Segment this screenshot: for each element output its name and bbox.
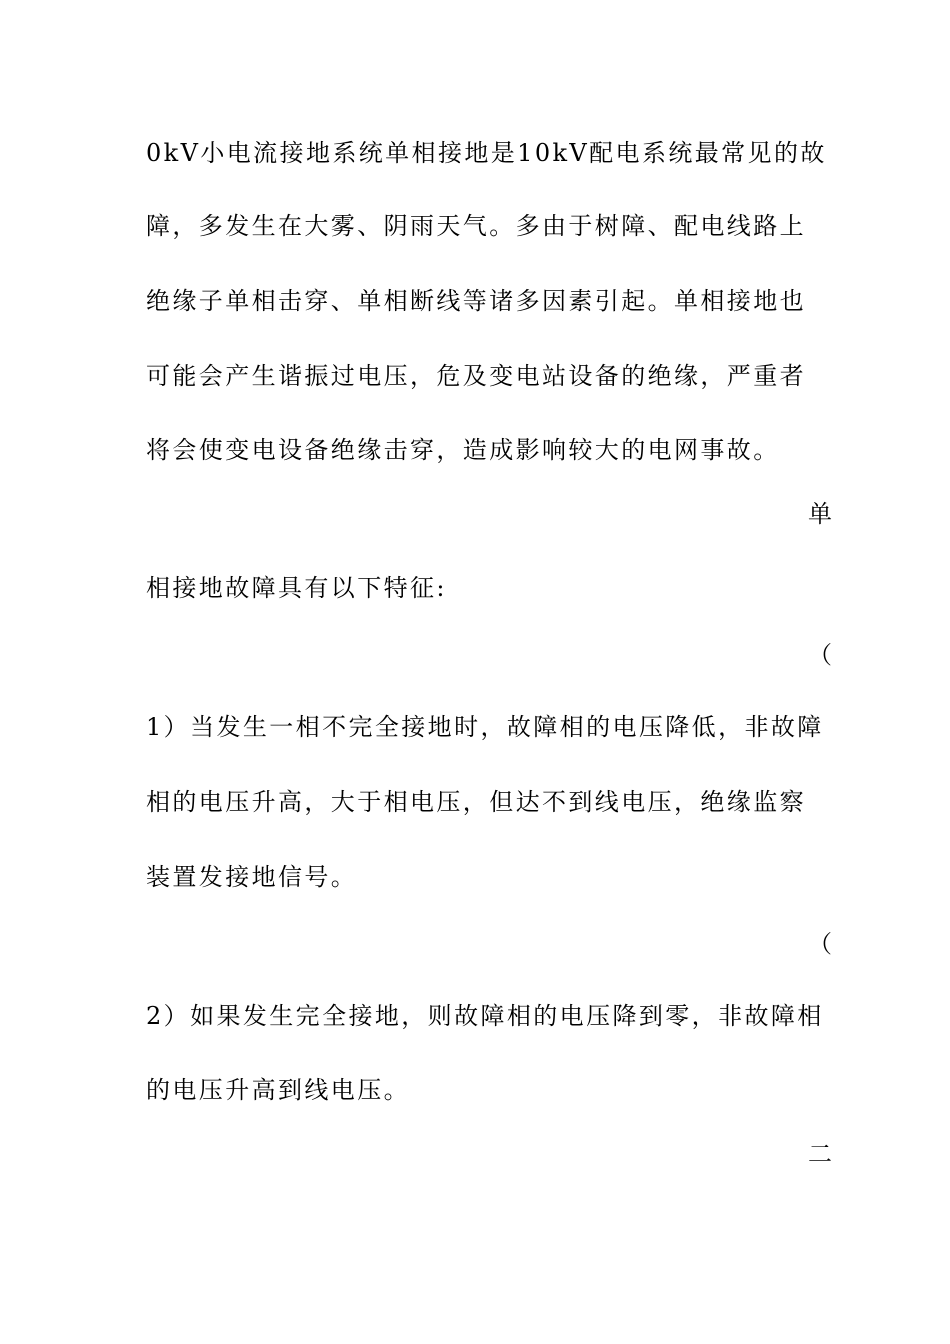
paragraph-line-5: 将会使变电设备绝缘击穿，造成影响较大的电网事故。 [146, 436, 780, 464]
paragraph-line-4: 可能会产生谐振过电压，危及变电站设备的绝缘，严重者 [146, 362, 806, 390]
right-margin-paren-1: （ [808, 641, 832, 669]
paragraph-line-11: 的电压升高到线电压。 [146, 1076, 410, 1104]
paragraph-line-1: 0kV小电流接地系统单相接地是10kV配电系统最常见的故 [146, 139, 827, 167]
paragraph-line-10: 2）如果发生完全接地，则故障相的电压降到零，非故障相 [146, 1002, 824, 1030]
paragraph-line-7: 1）当发生一相不完全接地时，故障相的电压降低，非故障 [146, 713, 824, 741]
paragraph-line-3: 绝缘子单相击穿、单相断线等诸多因素引起。单相接地也 [146, 287, 806, 315]
right-margin-char-1: 单 [808, 500, 832, 528]
paragraph-line-8: 相的电压升高，大于相电压，但达不到线电压，绝缘监察 [146, 788, 806, 816]
paragraph-line-2: 障，多发生在大雾、阴雨天气。多由于树障、配电线路上 [146, 212, 806, 240]
right-margin-paren-2: （ [808, 930, 832, 958]
right-margin-char-2: 二 [808, 1140, 832, 1168]
paragraph-line-6: 相接地故障具有以下特征: [146, 574, 447, 602]
paragraph-line-9: 装置发接地信号。 [146, 863, 358, 891]
